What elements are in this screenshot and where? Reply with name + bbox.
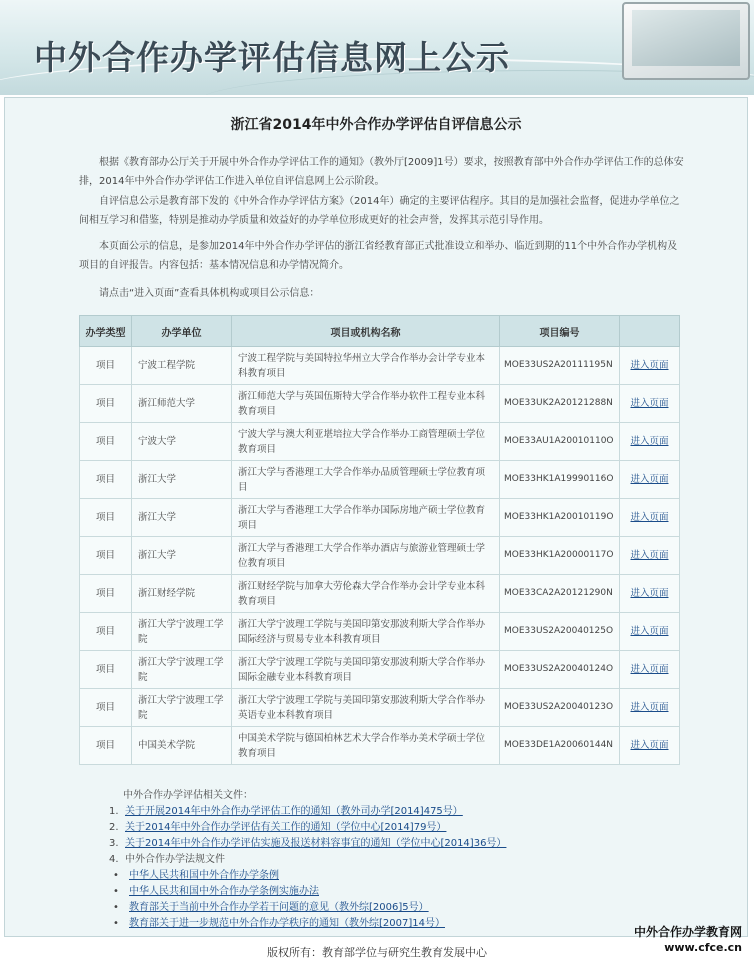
table-row [80,347,680,385]
row-code-cell: MOE33US2A20111195N [500,347,620,385]
row-link-cell [620,727,680,765]
table-row [80,385,680,423]
row-name-cell: 浙江大学宁波理工学院与美国印第安那波利斯大学合作举办国际经济与贸易专业本科教育项目 [232,613,500,651]
row-link-cell [620,461,680,499]
row-name-cell: 中国美术学院与德国柏林艺术大学合作举办美术学硕士学位教育项目 [232,727,500,765]
page-heading: 浙江省2014年中外合作办学评估自评信息公示 [230,117,522,133]
number-marker: 2. [109,822,119,833]
related-file-link[interactable]: 关于2014年中外合作办学评估实施及报送材料容事宜的通知（学位中心[2014]36号） [125,838,507,849]
enter-page-link[interactable]: 进入页面 [630,702,669,713]
table-row [80,651,680,689]
bullet-marker: • [113,870,119,881]
row-name-cell: 浙江大学宁波理工学院与美国印第安那波利斯大学合作举办国际金融专业本科教育项目 [232,651,500,689]
row-code-cell: MOE33US2A20040125O [500,613,620,651]
related-file-link[interactable]: 关于2014年中外合作办学评估有关工作的通知（学位中心[2014]79号） [125,822,447,833]
row-code-cell: MOE33HK1A19990116O [500,461,620,499]
enter-page-link[interactable]: 进入页面 [630,436,669,447]
column-header: 办学类型 [80,316,132,347]
row-name-cell: 浙江财经学院与加拿大劳伦森大学合作举办会计学专业本科教育项目 [232,575,500,613]
row-link-cell [620,575,680,613]
row-link-cell [620,651,680,689]
intro-paragraph: 本页面公示的信息，是参加2014年中外合作办学评估的浙江省经教育部正式批准设立和举办、临近到期的11个中外合作办学机构及项目的自评报告。内容包括：基本情况信息和办学情况简介。 [79,241,678,271]
enter-page-link[interactable]: 进入页面 [630,398,669,409]
main-content [4,97,748,937]
row-link-cell [620,537,680,575]
row-type-cell: 项目 [80,347,132,385]
bullet-marker: • [113,886,119,897]
row-type-cell: 项目 [80,423,132,461]
related-file-item [109,900,669,916]
row-unit-cell: 浙江财经学院 [132,575,232,613]
related-files-title: 中外合作办学评估相关文件： [123,790,253,801]
row-unit-cell: 中国美术学院 [132,727,232,765]
table-row [80,727,680,765]
bullet-marker: • [113,902,119,913]
table-row [80,575,680,613]
row-code-cell: MOE33US2A20040123O [500,689,620,727]
row-name-cell: 浙江大学与香港理工大学合作举办品质管理硕士学位教育项目 [232,461,500,499]
row-name-cell: 宁波大学与澳大利亚堪培拉大学合作举办工商管理硕士学位教育项目 [232,423,500,461]
row-name-cell: 浙江大学宁波理工学院与美国印第安那波利斯大学合作举办英语专业本科教育项目 [232,689,500,727]
row-link-cell [620,385,680,423]
related-file-link[interactable]: 教育部关于进一步规范中外合作办学秩序的通知（教外综[2007]14号） [129,918,445,929]
site-title: 中外合作办学评估信息网上公示 [34,38,510,77]
related-file-link[interactable]: 关于开展2014年中外合作办学评估工作的通知（教外司办学[2014]475号） [125,806,463,817]
table-row [80,689,680,727]
footer-copyright: 版权所有：教育部学位与研究生教育发展中心 [267,946,487,959]
header-banner [0,0,754,95]
row-type-cell: 项目 [80,689,132,727]
row-type-cell: 项目 [80,537,132,575]
related-file-link[interactable]: 中华人民共和国中外合作办学条例实施办法 [129,886,319,897]
row-type-cell: 项目 [80,575,132,613]
enter-page-link[interactable]: 进入页面 [630,588,669,599]
related-file-link[interactable]: 中华人民共和国中外合作办学条例 [129,870,279,881]
related-file-item [109,836,669,852]
row-unit-cell: 宁波大学 [132,423,232,461]
related-file-item [109,916,669,932]
related-file-item [109,852,669,868]
row-name-cell: 浙江师范大学与英国伍斯特大学合作举办软件工程专业本科教育项目 [232,385,500,423]
row-unit-cell: 浙江大学 [132,499,232,537]
row-type-cell: 项目 [80,727,132,765]
row-type-cell: 项目 [80,651,132,689]
related-file-heading: 中外合作办学法规文件 [125,854,225,865]
intro-paragraph: 自评信息公示是教育部下发的《中外合作办学评估方案》（2014年）确定的主要评估程序。其目的是加强社会监督，促进办学单位之间相互学习和借鉴，特别是推动办学质量和效益好的办学单位形成更好的社会声誉，发挥其示范引导作用。 [79,196,680,226]
enter-page-link[interactable]: 进入页面 [630,474,669,485]
row-link-cell [620,689,680,727]
row-code-cell: MOE33HK1A20010119O [500,499,620,537]
row-link-cell [620,347,680,385]
enter-page-link[interactable]: 进入页面 [630,512,669,523]
row-code-cell: MOE33AU1A20010110O [500,423,620,461]
row-unit-cell: 浙江大学宁波理工学院 [132,651,232,689]
row-type-cell: 项目 [80,499,132,537]
row-type-cell: 项目 [80,385,132,423]
watermark-cn: 中外合作办学教育网 [634,925,743,939]
enter-page-link[interactable]: 进入页面 [630,664,669,675]
row-name-cell: 浙江大学与香港理工大学合作举办国际房地产硕士学位教育项目 [232,499,500,537]
row-unit-cell: 宁波工程学院 [132,347,232,385]
related-file-link[interactable]: 教育部关于当前中外合作办学若干问题的意见（教外综[2006]5号） [129,902,429,913]
column-header: 办学单位 [132,316,232,347]
enter-page-link[interactable]: 进入页面 [630,740,669,751]
row-unit-cell: 浙江师范大学 [132,385,232,423]
watermark-url: www.cfce.cn [664,941,743,954]
table-row [80,613,680,651]
row-unit-cell: 浙江大学宁波理工学院 [132,613,232,651]
row-unit-cell: 浙江大学 [132,461,232,499]
enter-page-link[interactable]: 进入页面 [630,360,669,371]
related-file-item [109,884,669,900]
row-code-cell: MOE33US2A20040124O [500,651,620,689]
related-file-item [109,804,669,820]
enter-page-link[interactable]: 进入页面 [630,626,669,637]
row-code-cell: MOE33DE1A20060144N [500,727,620,765]
monitor-icon [622,2,750,80]
table-row [80,461,680,499]
row-type-cell: 项目 [80,461,132,499]
row-code-cell: MOE33CA2A20121290N [500,575,620,613]
row-type-cell: 项目 [80,613,132,651]
related-files-list [109,804,669,932]
column-header: 项目编号 [500,316,620,347]
row-code-cell: MOE33HK1A20000117O [500,537,620,575]
table-row [80,499,680,537]
number-marker: 4. [109,854,119,865]
row-link-cell [620,613,680,651]
column-header: 项目或机构名称 [232,316,500,347]
row-link-cell [620,499,680,537]
column-header [620,316,680,347]
related-file-item [109,820,669,836]
bullet-marker: • [113,918,119,929]
table-row [80,537,680,575]
table-header-row [80,316,680,347]
related-file-item [109,868,669,884]
intro-paragraph: 根据《教育部办公厅关于开展中外合作办学评估工作的通知》（教外厅[2009]1号）要求，按照教育部中外合作办学评估工作的总体安排，2014年中外合作办学评估工作进入单位自评信息网上公示阶段。 [79,157,684,187]
row-name-cell: 浙江大学与香港理工大学合作举办酒店与旅游业管理硕士学位教育项目 [232,537,500,575]
row-unit-cell: 浙江大学宁波理工学院 [132,689,232,727]
row-name-cell: 宁波工程学院与美国特拉华州立大学合作举办会计学专业本科教育项目 [232,347,500,385]
row-unit-cell: 浙江大学 [132,537,232,575]
table-row [80,423,680,461]
evaluation-table [79,315,680,765]
number-marker: 1. [109,806,119,817]
number-marker: 3. [109,838,119,849]
enter-page-link[interactable]: 进入页面 [630,550,669,561]
row-code-cell: MOE33UK2A20121288N [500,385,620,423]
instruction-text: 请点击“进入页面”查看具体机构或项目公示信息： [99,288,320,299]
row-link-cell [620,423,680,461]
